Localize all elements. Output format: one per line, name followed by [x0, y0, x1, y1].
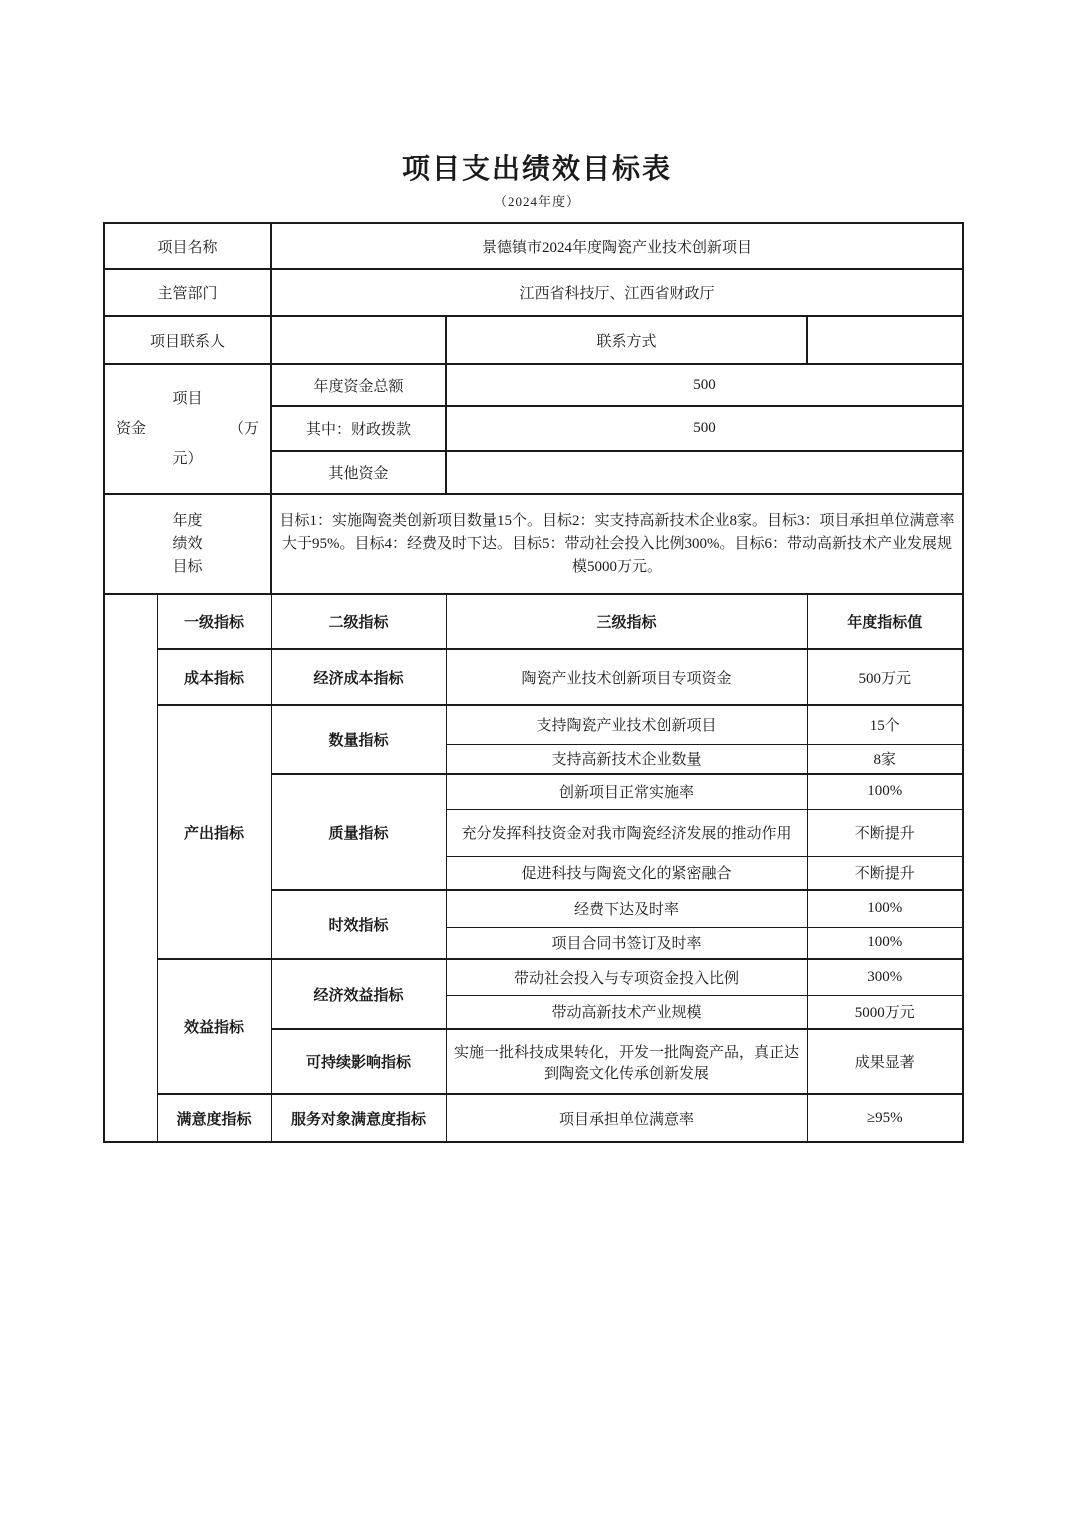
quality-level3-3: 促进科技与陶瓷文化的紧密融合 — [446, 856, 807, 890]
sustainability-value: 成果显著 — [807, 1029, 963, 1094]
quality-value-2: 不断提升 — [807, 809, 963, 856]
economic-level3-1: 带动社会投入与专项资金投入比例 — [446, 959, 807, 995]
funding-other-label: 其他资金 — [271, 451, 446, 494]
timeliness-level3-1: 经费下达及时率 — [446, 890, 807, 927]
quality-value-1: 100% — [807, 774, 963, 809]
department-label: 主管部门 — [104, 269, 271, 316]
output-level1: 产出指标 — [157, 705, 271, 959]
annual-goal-label: 年度绩效目标 — [104, 494, 271, 594]
quantity-value-1: 15个 — [807, 705, 963, 744]
funding-total-row — [104, 364, 963, 406]
contact-person-label: 项目联系人 — [104, 316, 271, 364]
quality-level3-1: 创新项目正常实施率 — [446, 774, 807, 809]
funding-fiscal-label: 其中：财政拨款 — [271, 406, 446, 451]
cost-level3: 陶瓷产业技术创新项目专项资金 — [446, 649, 807, 705]
contact-method-value — [807, 316, 963, 364]
quantity-level3-2: 支持高新技术企业数量 — [446, 744, 807, 774]
cost-value: 500万元 — [807, 649, 963, 705]
header-level3: 三级指标 — [446, 594, 807, 649]
economic-level2: 经济效益指标 — [271, 959, 446, 1029]
sustainability-level2: 可持续影响指标 — [271, 1029, 446, 1094]
satisfaction-level2: 服务对象满意度指标 — [271, 1094, 446, 1142]
page-title: 项目支出绩效目标表 — [401, 154, 672, 185]
funding-fiscal-value: 500 — [446, 406, 963, 451]
indicator-header-row — [104, 594, 963, 649]
economic-row-1 — [104, 959, 963, 995]
economic-value-1: 300% — [807, 959, 963, 995]
satisfaction-level1: 满意度指标 — [157, 1094, 271, 1142]
quantity-level3-1: 支持陶瓷产业技术创新项目 — [446, 705, 807, 744]
performance-target-table — [103, 222, 964, 1143]
satisfaction-row — [104, 1094, 963, 1142]
benefit-level1: 效益指标 — [157, 959, 271, 1094]
satisfaction-value: ≥95% — [807, 1094, 963, 1142]
contact-method-label: 联系方式 — [446, 316, 807, 364]
satisfaction-level3: 项目承担单位满意率 — [446, 1094, 807, 1142]
cost-level2: 经济成本指标 — [271, 649, 446, 705]
quantity-row-1 — [104, 705, 963, 744]
funding-total-value: 500 — [446, 364, 963, 406]
department-value: 江西省科技厅、江西省财政厅 — [271, 269, 963, 316]
header-value: 年度指标值 — [807, 594, 963, 649]
department-row — [104, 269, 963, 316]
sustainability-level3: 实施一批科技成果转化，开发一批陶瓷产品，真正达到陶瓷文化传承创新发展 — [446, 1029, 807, 1094]
header-level2: 二级指标 — [271, 594, 446, 649]
project-name-row — [104, 223, 963, 269]
quantity-value-2: 8家 — [807, 744, 963, 774]
quality-value-3: 不断提升 — [807, 856, 963, 890]
funding-label-text: 项目 资金 （万 元） — [116, 391, 260, 467]
quantity-level2: 数量指标 — [271, 705, 446, 774]
page-subtitle: （2024年度） — [493, 194, 580, 209]
contact-person-value — [271, 316, 446, 364]
header-level1: 一级指标 — [157, 594, 271, 649]
contact-row — [104, 316, 963, 364]
economic-value-2: 5000万元 — [807, 995, 963, 1029]
timeliness-level3-2: 项目合同书签订及时率 — [446, 927, 807, 959]
annual-goal-text: 目标1：实施陶瓷类创新项目数量15个。目标2：实支持高新技术企业8家。目标3：项目承担单位满意率大于95%。目标4：经费及时下达。目标5：带动社会投入比例300%。目标6：带动高新技术产业发展规模5000万元。 — [271, 494, 963, 594]
cost-indicator-row — [104, 649, 963, 705]
funding-other-value — [446, 451, 963, 494]
timeliness-value-1: 100% — [807, 890, 963, 927]
funding-total-label: 年度资金总额 — [271, 364, 446, 406]
annual-goal-row — [104, 494, 963, 594]
cost-level1: 成本指标 — [157, 649, 271, 705]
funding-label — [104, 364, 271, 494]
quality-level3-2: 充分发挥科技资金对我市陶瓷经济发展的推动作用 — [446, 809, 807, 856]
timeliness-value-2: 100% — [807, 927, 963, 959]
project-name-label: 项目名称 — [104, 223, 271, 269]
economic-level3-2: 带动高新技术产业规模 — [446, 995, 807, 1029]
project-name-value: 景德镇市2024年度陶瓷产业技术创新项目 — [271, 223, 963, 269]
indicator-spacer-cell — [104, 594, 157, 1142]
quality-level2: 质量指标 — [271, 774, 446, 890]
timeliness-level2: 时效指标 — [271, 890, 446, 959]
